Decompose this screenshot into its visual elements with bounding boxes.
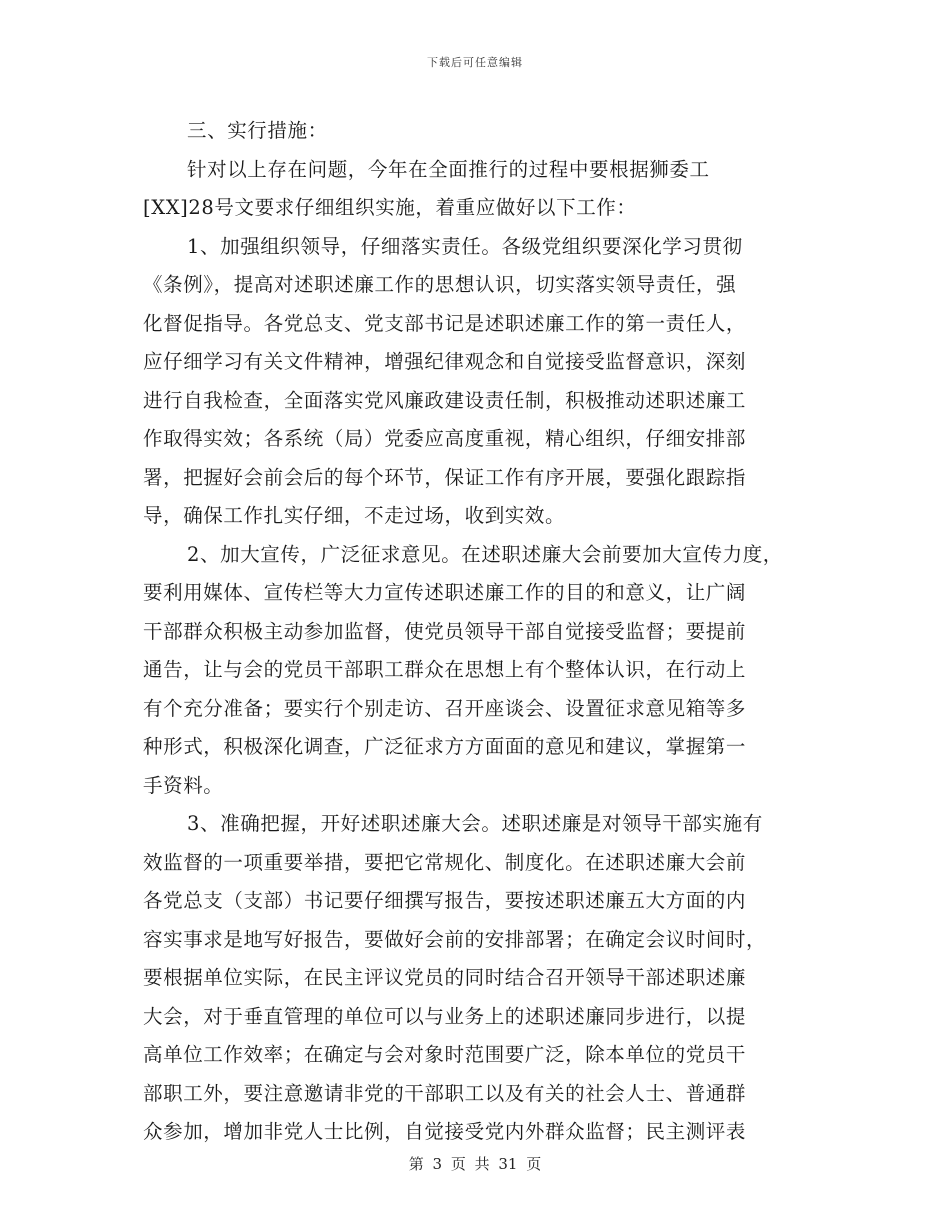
paragraph-line: 众参加，增加非党人士比例，自觉接受党内外群众监督；民主测评表 <box>143 1120 747 1143</box>
paragraph-line: 化督促指导。各党总支、党支部书记是述职述廉工作的第一责任人， <box>143 311 747 335</box>
paragraph-line: 导，确保工作扎实仔细，不走过场，收到实效。 <box>143 504 566 527</box>
document-body <box>143 112 813 1152</box>
paragraph-line: 大会，对于垂直管理的单位可以与业务上的述职述廉同步进行，以提 <box>143 1004 747 1028</box>
paragraph-line: [XX]28号文要求仔细组织实施，着重应做好以下工作： <box>143 196 637 219</box>
paragraph-line: 作取得实效；各系统（局）党委应高度重视，精心组织，仔细安排部 <box>143 427 747 450</box>
paragraph-line: 署，把握好会前会后的每个环节，保证工作有序开展，要强化跟踪指 <box>143 465 747 489</box>
paragraph-line: 各党总支（支部）书记要仔细撰写报告，要按述职述廉五大方面的内 <box>143 889 747 912</box>
paragraph-line: 手资料。 <box>143 773 224 797</box>
paragraph-line: 部职工外，要注意邀请非党的干部职工以及有关的社会人士、普通群 <box>143 1081 747 1105</box>
paragraph-line: 进行自我检查，全面落实党风廉政建设责任制，积极推动述职述廉工 <box>143 388 747 412</box>
paragraph-line: 2、加大宣传，广泛征求意见。在述职述廉大会前要加大宣传力度， <box>187 542 783 566</box>
paragraph-line: 应仔细学习有关文件精神，增强纪律观念和自觉接受监督意识，深刻 <box>143 350 747 373</box>
paragraph-line: 有个充分准备；要实行个别走访、召开座谈会、设置征求意见箱等多 <box>143 696 747 720</box>
paragraph-line: 3、准确把握，开好述职述廉大会。述职述廉是对领导干部实施有 <box>187 812 763 835</box>
page-number-footer: 第 3 页 共 31 页 <box>408 1155 542 1173</box>
paragraph-line: 效监督的一项重要举措，要把它常规化、制度化。在述职述廉大会前 <box>143 850 747 874</box>
paragraph-line: 1、加强组织领导，仔细落实责任。各级党组织要深化学习贯彻 <box>187 234 743 258</box>
paragraph-line: 干部群众积极主动参加监督，使党员领导干部自觉接受监督；要提前 <box>143 619 747 643</box>
paragraph-line: 要利用媒体、宣传栏等大力宣传述职述廉工作的目的和意义，让广阔 <box>143 581 747 604</box>
paragraph-line: 通告，让与会的党员干部职工群众在思想上有个整体认识，在行动上 <box>143 658 747 681</box>
paragraph-line: 容实事求是地写好报告，要做好会前的安排部署；在确定会议时间时， <box>143 927 767 951</box>
paragraph-line: 高单位工作效率；在确定与会对象时范围要广泛，除本单位的党员干 <box>143 1043 747 1066</box>
paragraph-line: 针对以上存在问题，今年在全面推行的过程中要根据狮委工 <box>187 157 710 181</box>
paragraph-line: 《条例》，提高对述职述廉工作的思想认识，切实落实领导责任，强 <box>143 273 737 296</box>
paragraph-line: 种形式，积极深化调查，广泛征求方方面面的意见和建议，掌握第一 <box>143 735 747 758</box>
paragraph-line: 要根据单位实际，在民主评议党员的同时结合召开领导干部述职述廉 <box>143 966 747 989</box>
section-heading: 三、实行措施： <box>187 119 328 142</box>
page-header: 下载后可任意编辑 <box>427 56 523 69</box>
